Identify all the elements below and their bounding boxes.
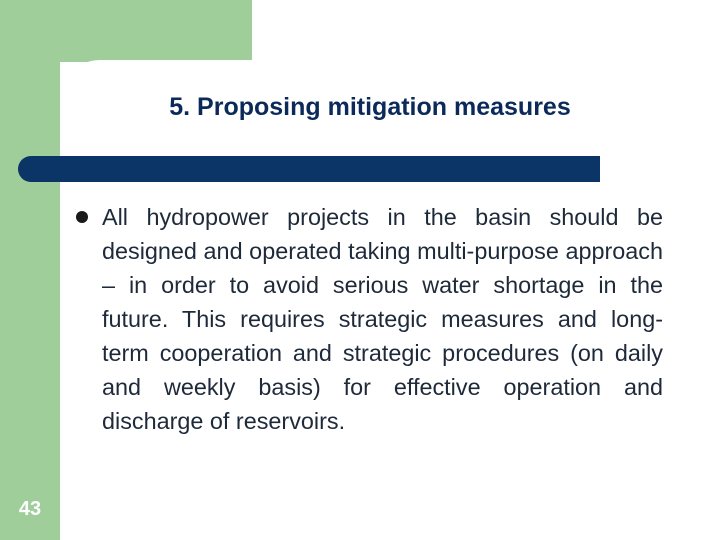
title-underline-bar [18, 156, 600, 182]
page-number: 43 [18, 498, 42, 520]
left-green-strip [0, 0, 60, 540]
top-green-block [0, 0, 252, 62]
slide-title: 5. Proposing mitigation measures [169, 93, 571, 121]
bullet-dot-icon [76, 211, 88, 223]
bullet-text: All hydropower projects in the basin should be designed and operated taking multi-purpose approach – in order to avoid serious water shortage in the future. This requires strategic measures and long-term cooperation and strategic procedures (on daily and weekly basis) for effective operation and discharge of reservoirs. [102, 204, 663, 434]
